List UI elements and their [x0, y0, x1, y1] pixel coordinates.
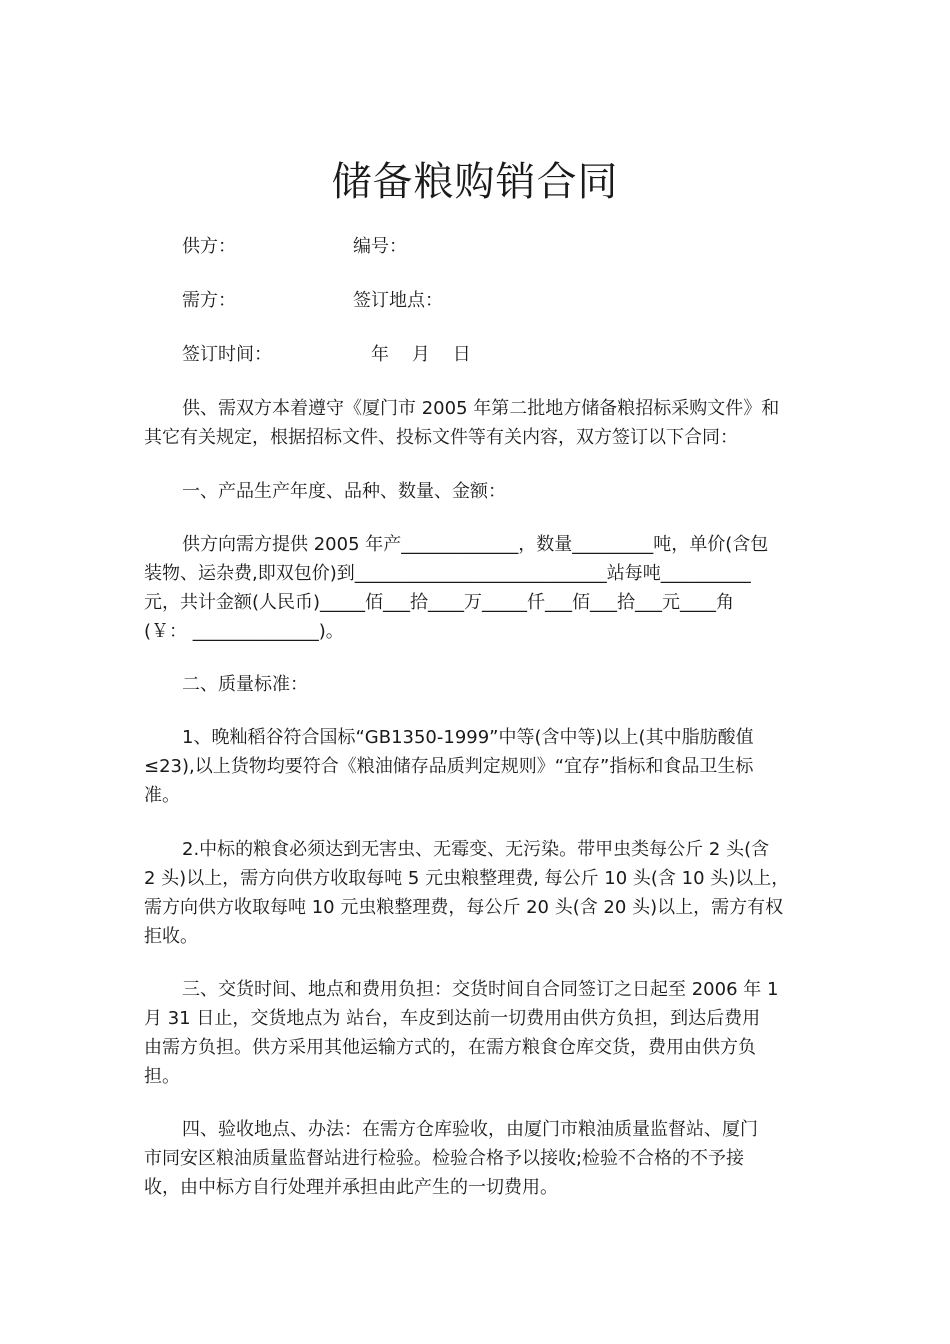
signing-date-placeholder: 年 月 日 [371, 344, 471, 365]
text-line: 三、交货时间、地点和费用负担：交货时间自合同签订之日起至 2006 年 1 [182, 979, 779, 1000]
text-line: 2 头)以上，需方向供方收取每吨 5 元虫粮整理费, 每公斤 10 头(含 10 头)以上， [144, 868, 790, 889]
text-line: 拒收。 [144, 926, 198, 947]
text-line: 准。 [144, 785, 180, 806]
signing-time-label: 签订时间： [182, 344, 272, 365]
section-4-inspection [144, 1115, 808, 1202]
text-line: ≤23),以上货物均要符合《粮油储存品质判定规则》“宜存”指标和食品卫生标 [144, 756, 754, 777]
section-1-heading [144, 477, 808, 506]
supplier-label: 供方： [182, 236, 236, 257]
buyer-label: 需方： [182, 290, 236, 311]
signing-place-label: 签订地点： [353, 290, 443, 311]
text-line: 四、验收地点、办法：在需方仓库验收，由厦门市粮油质量监督站、厦门 [182, 1119, 758, 1140]
intro-paragraph [144, 394, 808, 452]
section-2-item-1 [144, 723, 808, 810]
text-line: 需方向供方收取每吨 10 元虫粮整理费，每公斤 20 头(含 20 头)以上，需方有权 [144, 897, 784, 918]
text-line: 由需方负担。供方采用其他运输方式的，在需方粮食仓库交货，费用由供方负 [144, 1037, 756, 1058]
document-title: 储备粮购销合同 [331, 159, 619, 205]
text-line: 2.中标的粮食必须达到无害虫、无霉变、无污染。带甲虫类每公斤 2 头(含 [182, 839, 770, 860]
section-3-delivery [144, 975, 808, 1091]
text-line: 1、晚籼稻谷符合国标“GB1350-1999”中等(含中等)以上(其中脂肪酸值 [182, 727, 754, 748]
text-line: 其它有关规定，根据招标文件、投标文件等有关内容，双方签订以下合同： [144, 427, 738, 448]
contract-number-label: 编号： [353, 236, 407, 257]
text-line: 一、产品生产年度、品种、数量、金额： [182, 481, 506, 502]
text-line: 月 31 日止，交货地点为 站台，车皮到达前一切费用由供方负担，到达后费用 [144, 1008, 761, 1029]
text-line: 供方向需方提供 2005 年产_____________，数量_________吨，单价(含包 [182, 534, 769, 555]
text-line: 供、需双方本着遵守《厦门市 2005 年第二批地方储备粮招标采购文件》和 [182, 398, 780, 419]
text-line: 装物、运杂费,即双包价)到____________________________站每吨__________ [144, 563, 751, 584]
text-line: 收，由中标方自行处理并承担由此产生的一切费用。 [144, 1177, 558, 1198]
text-line: (￥： ______________)。 [144, 621, 344, 642]
section-2-heading [144, 670, 808, 699]
text-line: 二、质量标准： [182, 674, 308, 695]
text-line: 市同安区粮油质量监督站进行检验。检验合格予以接收;检验不合格的不予接 [144, 1148, 745, 1169]
text-line: 担。 [144, 1066, 180, 1087]
text-line: 元，共计金额(人民币)_____佰___拾____万_____仟___佰___拾___元____角 [144, 592, 735, 613]
section-1-body [144, 530, 808, 646]
section-2-item-2 [144, 835, 808, 951]
